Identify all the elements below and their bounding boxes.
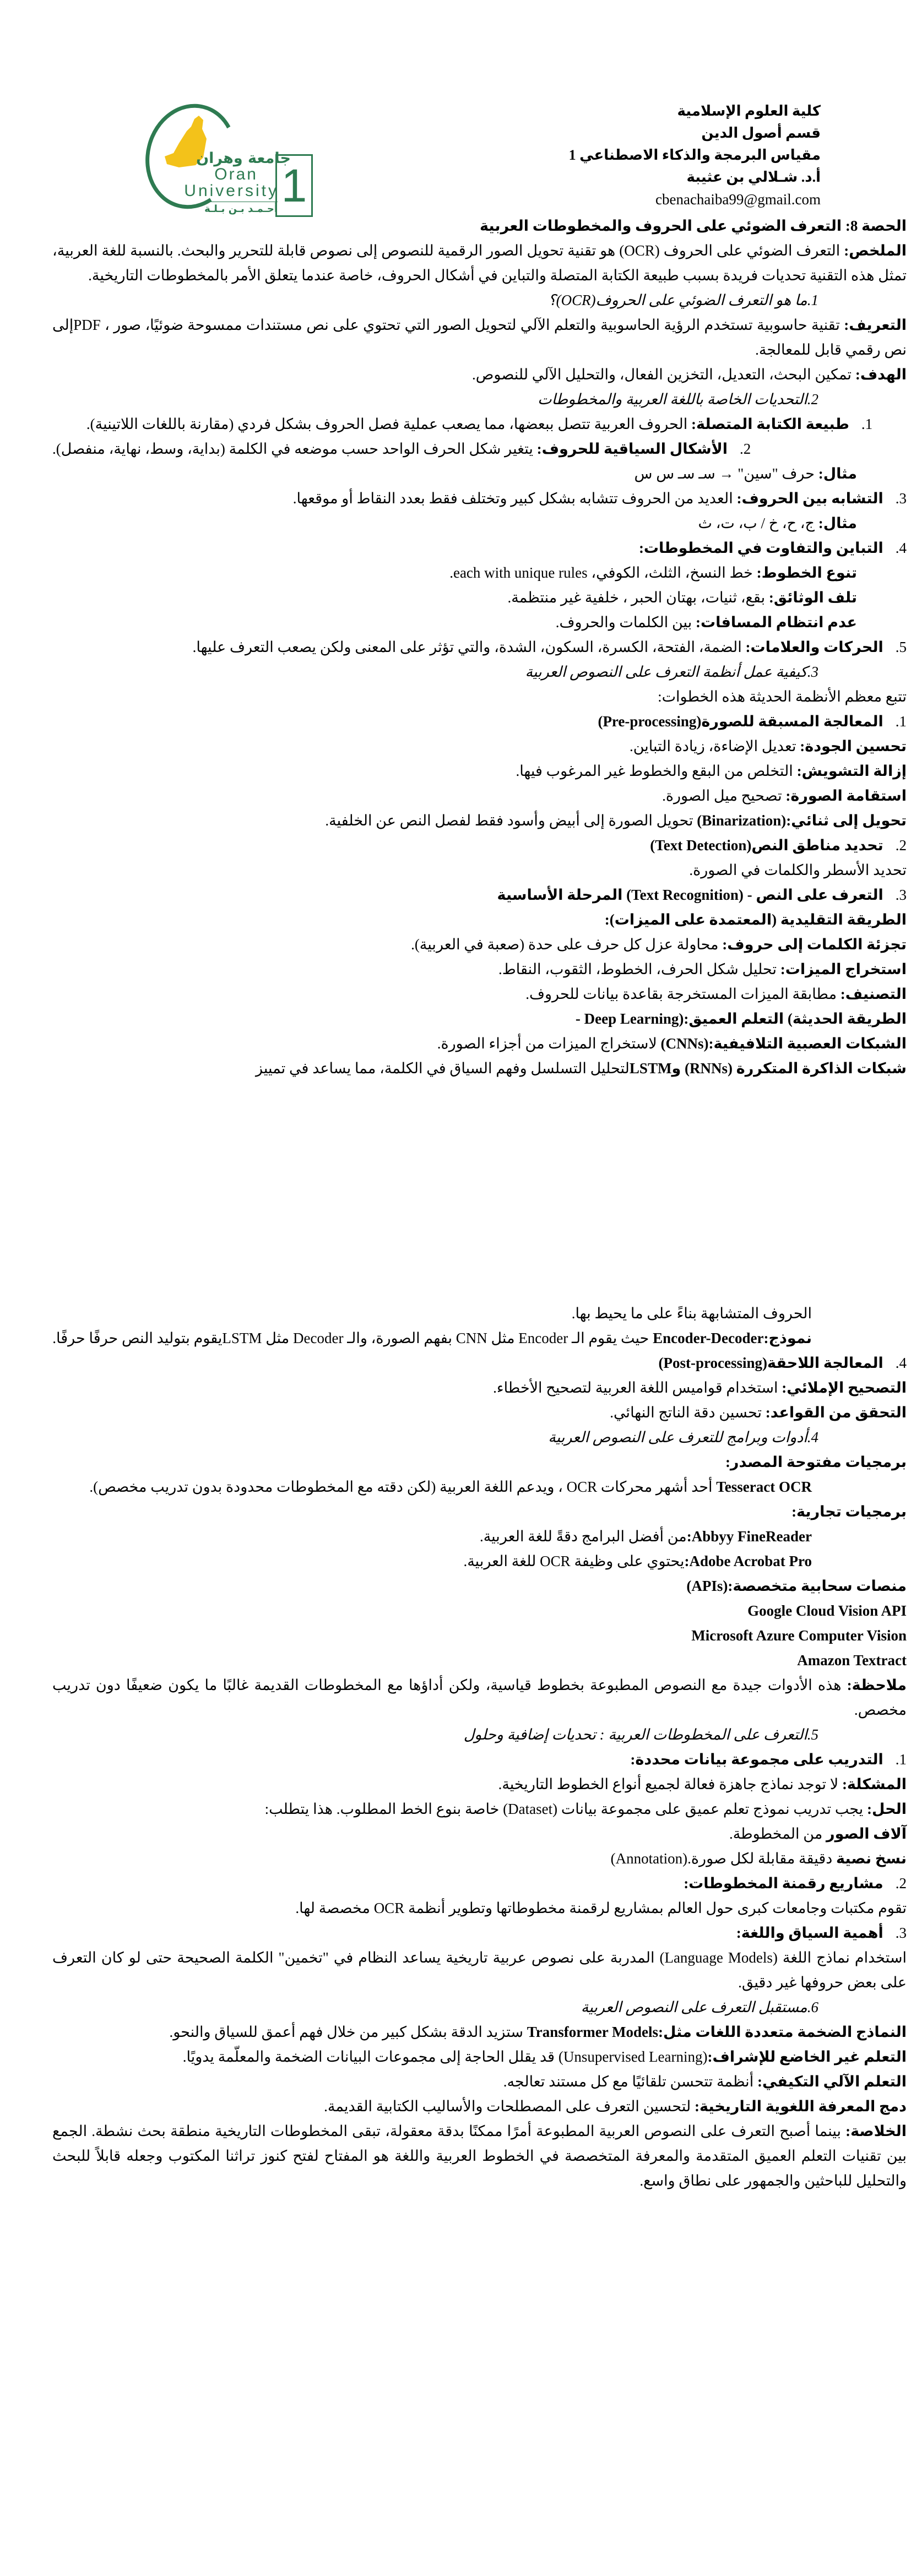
- sub-heading: برمجيات مفتوحة المصدر:: [725, 1454, 907, 1470]
- university-logo: [145, 99, 313, 219]
- list-item: 2.الأشكال السياقية للحروف: يتغير شكل الحرف الواحد حسب موضعه في الكلمة (بداية، وسط، نهاية، منفصل).: [52, 437, 907, 461]
- list-number: 2.: [740, 441, 751, 457]
- intro-line: تتبع معظم الأنظمة الحديثة هذه الخطوات:: [658, 688, 907, 705]
- note: ملاحظة: هذه الأدوات جيدة مع النصوص المطبوعة بخطوط قياسية، ولكن أداؤها مع المخطوطات القديمة غالبًا ما يكون ضعيفًا دون تدريب مخصص.: [52, 1677, 907, 1718]
- tool-item: Adobe Acrobat Pro:يحتوي على وظيفة OCR للغة العربية.: [463, 1553, 812, 1569]
- sub-point: نموذج:Encoder-Decoder حيث يقوم الـ Encoder مثل CNN بفهم الصورة، والـ Decoder مثل LSTMيقوم بتوليد النص حرفًا حرفًا.: [52, 1330, 812, 1346]
- sub-heading: برمجيات تجارية:: [791, 1503, 907, 1520]
- logo-latin-name-1: Oran: [214, 165, 258, 183]
- continuation: الحروف المتشابهة بناءً على ما يحيط بها.: [571, 1305, 812, 1322]
- sub-point: التصحيح الإملائي: استخدام قواميس اللغة العربية لتصحيح الأخطاء.: [493, 1379, 907, 1396]
- faculty-name: كلية العلوم الإسلامية: [677, 103, 821, 119]
- paragraph: تقوم مكتبات وجامعات كبرى حول العالم بمشاريع لرقمنة مخطوطاتها وتطوير أنظمة OCR مخصصة لها.: [295, 1900, 907, 1916]
- list-number: 4.: [895, 1355, 907, 1371]
- sub-heading: الطريقة الحديثة) التعلم العميق:(Deep Learning -: [575, 1010, 907, 1027]
- list-item: 2.تحديد مناطق النص(Text Detection): [52, 833, 907, 858]
- sub-point: تحديد الأسطر والكلمات في الصورة.: [689, 862, 907, 878]
- sub-point: تحويل إلى ثنائي:(Binarization) تحويل الصورة إلى أبيض وأسود فقط لفصل النص عن الخلفية.: [325, 812, 907, 829]
- list-item: 4.التباين والتفاوت في المخطوطات:: [52, 536, 907, 561]
- list-number: 3.: [895, 887, 907, 903]
- list-number: 1.: [861, 416, 873, 432]
- cloud-api: Google Cloud Vision API: [747, 1602, 907, 1619]
- sub-point: نسخ نصية دقيقة مقابلة لكل صورة.(Annotation): [610, 1850, 907, 1867]
- professor-name: أ.د. شـلالي بن عثيبة: [686, 169, 821, 185]
- logo-number-box: 1: [275, 154, 313, 217]
- sub-point: عدم انتظام المسافات: بين الكلمات والحروف.: [555, 614, 857, 631]
- sub-point: آلاف الصور من المخطوطة.: [729, 1825, 907, 1842]
- cloud-api: Microsoft Azure Computer Vision: [691, 1627, 907, 1644]
- list-number: 3.: [895, 1925, 907, 1941]
- list-item: 5.الحركات والعلامات: الضمة، الفتحة، الكسرة، السكون، الشدة، والتي تؤثر على المعنى ولكن يصعب التعرف عليها.: [52, 635, 907, 660]
- list-item: 4.المعالجة اللاحقة(Post-processing): [52, 1351, 907, 1376]
- example: مثال: ج، ح، خ / ب، ت، ث: [698, 515, 857, 531]
- list-number: 1.: [895, 1751, 907, 1768]
- list-item: 3.أهمية السياق واللغة:: [52, 1921, 907, 1945]
- document-body: [52, 214, 907, 2193]
- section-heading: 5.التعرف على المخطوطات العربية : تحديات إضافية وحلول: [463, 1726, 818, 1743]
- cloud-api: Amazon Textract: [797, 1652, 907, 1669]
- paragraph: التعلم غير الخاضع للإشراف:(Unsupervised Learning) قد يقلل الحاجة إلى مجموعات البيانات الضخمة والمعلّمة يدويًا.: [182, 2048, 907, 2065]
- sub-heading: الطريقة التقليدية (المعتمدة على الميزات):: [604, 911, 907, 928]
- sub-point: إزالة التشويش: التخلص من البقع والخطوط غير المرغوب فيها.: [516, 763, 907, 779]
- sub-point: الشبكات العصبية التلافيفية:(CNNs) لاستخراج الميزات من أجزاء الصورة.: [437, 1035, 907, 1052]
- list-number: 1.: [895, 713, 907, 730]
- page-1: [52, 214, 907, 1081]
- section-heading: 3.كيفية عمل أنظمة التعرف على النصوص العربية: [525, 664, 818, 680]
- section-heading: 6.مستقبل التعرف على النصوص العربية: [581, 1999, 818, 2015]
- tool-item: Abbyy FineReader:من أفضل البرامج دقةً للغة العربية.: [479, 1528, 812, 1545]
- sub-heading: منصات سحابية متخصصة:(APIs): [686, 1578, 907, 1594]
- sub-point: التصنيف: مطابقة الميزات المستخرجة بقاعدة بيانات للحروف.: [525, 986, 907, 1002]
- example: مثال: حرف "سين" → سـ سـ س س: [634, 465, 857, 482]
- logo-latin-name-2: University: [184, 182, 279, 200]
- logo-arabic-name: جامعة وهران: [196, 150, 291, 167]
- sub-point: استقامة الصورة: تصحيح ميل الصورة.: [662, 787, 907, 804]
- list-number: 2.: [895, 1875, 907, 1892]
- sub-point: التحقق من القواعد: تحسين دقة الناتج النهائي.: [610, 1404, 907, 1421]
- list-item: 1.التدريب على مجموعة بيانات محددة:: [52, 1747, 907, 1772]
- list-number: 3.: [895, 490, 907, 507]
- sub-point: تحسين الجودة: تعديل الإضاءة، زيادة التباين.: [629, 738, 907, 754]
- definition: التعريف: تقنية حاسوبية تستخدم الرؤية الحاسوبية والتعلم الآلي لتحويل الصور التي تحتوي على نص مستندات ممسوحة ضوئيًا، صور ، PDFإلى نص رقمي قابل للمعالجة.: [52, 317, 907, 358]
- sub-point: المشكلة: لا توجد نماذج جاهزة فعالة لجميع أنواع الخطوط التاريخية.: [498, 1776, 907, 1792]
- paragraph: النماذج الضخمة متعددة اللغات مثل:Transformer Models ستزيد الدقة بشكل كبير من خلال فهم أعمق للسياق والنحو.: [169, 2024, 907, 2040]
- section-heading: 2.التحديات الخاصة باللغة العربية والمخطوطات: [538, 391, 818, 407]
- department-name: قسم أصول الدين: [701, 125, 821, 141]
- paragraph: التعلم الآلي التكيفي: أنظمة تتحسن تلقائيًا مع كل مستند تعالجه.: [503, 2073, 907, 2090]
- list-item: 3.التعرف على النص - (Text Recognition) المرحلة الأساسية: [52, 883, 907, 907]
- sub-point: شبكات الذاكرة المتكررة (RNNs) وLSTMلتحليل التسلسل وفهم السياق في الكلمة، مما يساعد في تمييز: [255, 1060, 907, 1077]
- sub-point: الحل: يجب تدريب نموذج تعلم عميق على مجموعة بيانات (Dataset) خاصة بنوع الخط المطلوب. هذا يتطلب:: [264, 1801, 907, 1817]
- list-number: 2.: [895, 837, 907, 854]
- page-break: [52, 1081, 907, 1301]
- logo-founder-name: أحـمـد بـن بـلـة: [204, 202, 278, 215]
- list-item: 1.المعالجة المسبقة للصورة(Pre-processing): [52, 709, 907, 734]
- document-header: [569, 100, 821, 210]
- sub-point: تلف الوثائق: بقع، ثنيات، بهتان الحبر ، خلفية غير منتظمة.: [507, 589, 857, 606]
- sub-point: تجزئة الكلمات إلى حروف: محاولة عزل كل حرف على حدة (صعبة في العربية).: [411, 936, 907, 953]
- course-name: مقياس البرمجة والذكاء الاصطناعي 1: [568, 147, 821, 163]
- section-heading: 4.أدوات وبرامج للتعرف على النصوص العربية: [548, 1429, 818, 1445]
- conclusion: الخلاصة: بينما أصبح التعرف على النصوص العربية المطبوعة أمرًا ممكنًا بدقة معقولة، تبقى المخطوطات التاريخية منطقة بحث نشطة. الجمع بين تقنيات التعلم العميق المتقدمة والمعرفة المتخصصة في الخطوط العربية واللغة هو المفتاح لفتح كنوز تراثنا المكتوب وجعله قابلاً للبحث والتحليل للباحثين والجمهور على نطاق واسع.: [52, 2123, 907, 2189]
- tool-item: Tesseract OCR أحد أشهر محركات OCR ، ويدعم اللغة العربية (لكن دقته مع المخطوطات محدودة بدون تدريب مخصص).: [89, 1479, 812, 1495]
- goal: الهدف: تمكين البحث، التعديل، التخزين الفعال، والتحليل الآلي للنصوص.: [471, 366, 907, 383]
- falcon-icon: [162, 115, 215, 178]
- page-2: [52, 1301, 907, 2193]
- list-number: 5.: [895, 639, 907, 655]
- list-item: 3.التشابه بين الحروف: العديد من الحروف تتشابه بشكل كبير وتختلف فقط بعدد النقاط أو موقعها.: [52, 486, 907, 511]
- sub-point: استخراج الميزات: تحليل شكل الحرف، الخطوط، الثقوب، النقاط.: [498, 961, 907, 977]
- paragraph: استخدام نماذج اللغة (Language Models) المدربة على نصوص عربية تاريخية يساعد النظام في "تخمين" الكلمة الصحيحة حتى لو كان التعرف على بعض حروفها غير دقيق.: [52, 1949, 907, 1991]
- list-item: 1.طبيعة الكتابة المتصلة: الحروف العربية تتصل ببعضها، مما يصعب عملية فصل الحروف بشكل فردي (مقارنة باللغات اللاتينية).: [52, 412, 907, 437]
- email-address: cbenachaiba99@gmail.com: [655, 191, 821, 208]
- sub-point: تنوع الخطوط: خط النسخ، الثلث، الكوفي، each with unique rules.: [449, 564, 857, 581]
- lesson-title: الحصة 8: التعرف الضوئي على الحروف والمخطوطات العربية: [480, 218, 907, 234]
- list-item: 2.مشاريع رقمنة المخطوطات:: [52, 1871, 907, 1896]
- list-number: 4.: [895, 540, 907, 556]
- abstract: الملخص: التعرف الضوئي على الحروف (OCR) هو تقنية تحويل الصور الرقمية للنصوص إلى نصوص قابلة للتحرير والبحث. بالنسبة للغة العربية، تمثل هذه التقنية تحديات فريدة بسبب طبيعة الكتابة المتصلة والتباين في أشكال الحروف، خاصة عندما يتعلق الأمر بالمخطوطات التاريخية.: [52, 242, 907, 284]
- section-heading: 1.ما هو التعرف الضوئي على الحروف(OCR)؟: [548, 292, 818, 308]
- paragraph: دمج المعرفة اللغوية التاريخية: لتحسين التعرف على المصطلحات والأساليب الكتابية القديمة.: [324, 2098, 907, 2115]
